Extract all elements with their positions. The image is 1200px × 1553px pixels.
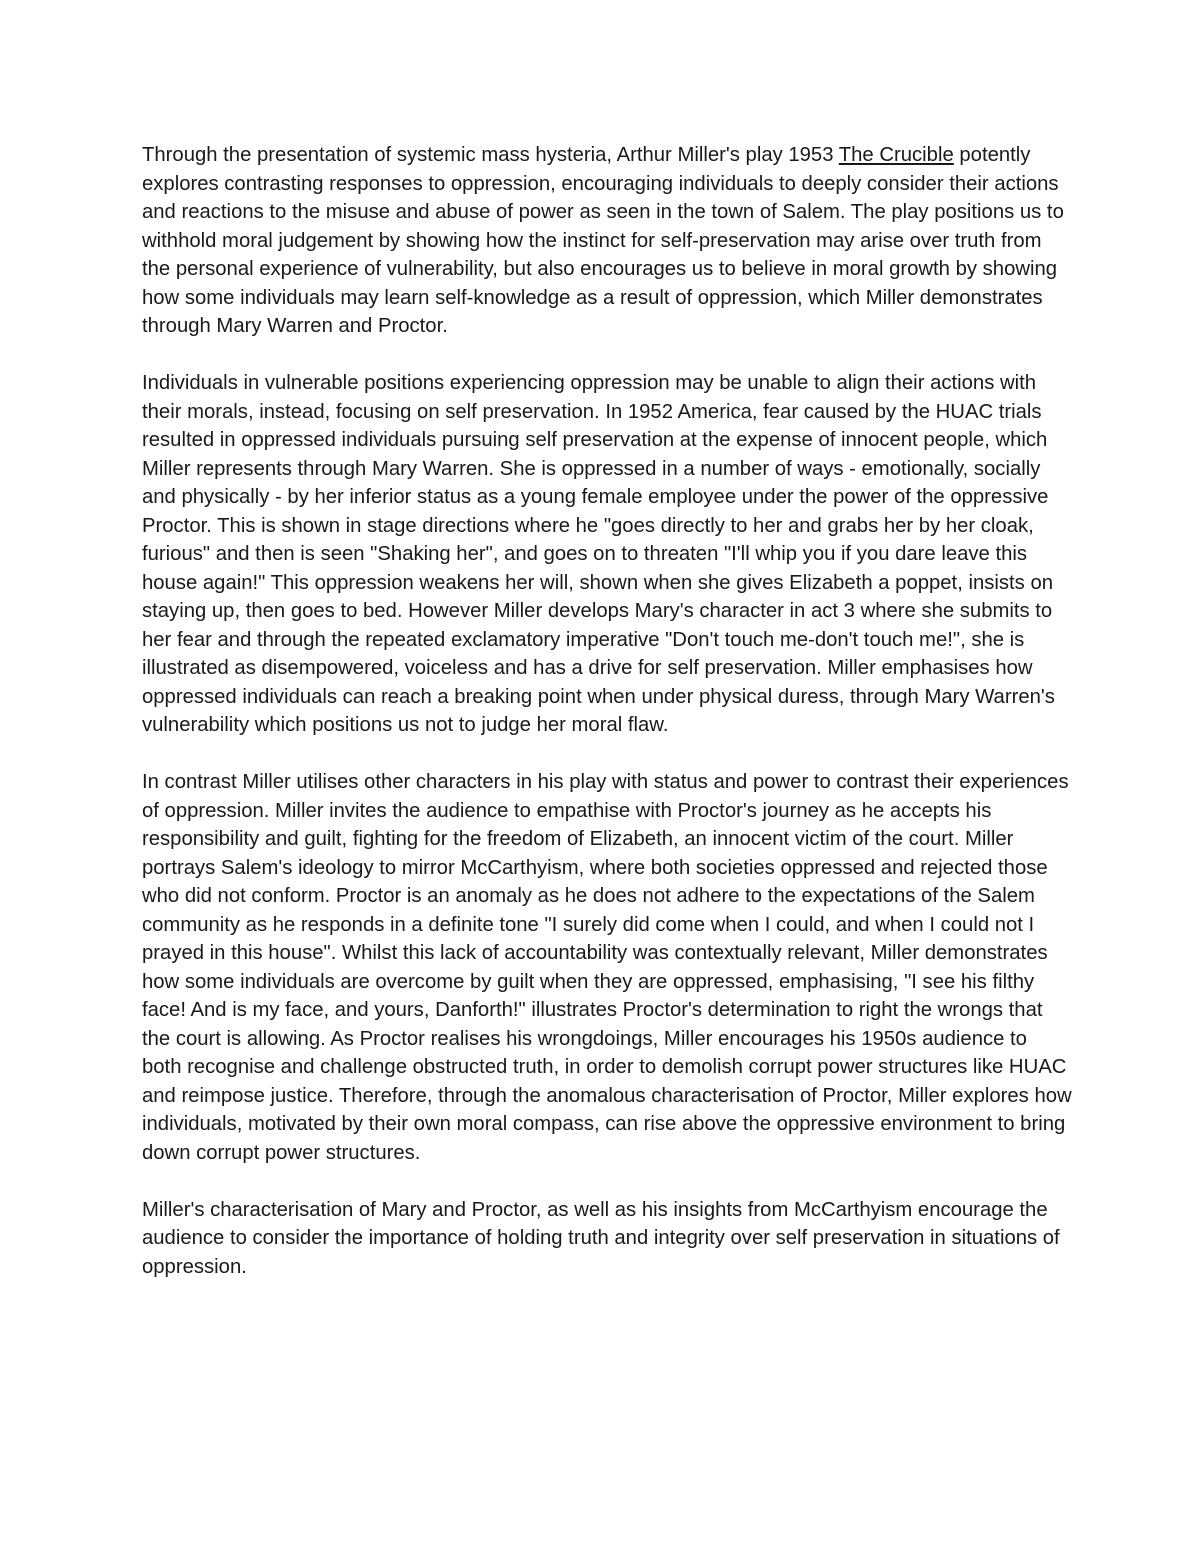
document-page <box>142 141 1072 1310</box>
intro-text-after: potently explores contrasting responses to oppression, encouraging individuals to deeply consider their actions and reactions to the misuse and abuse of power as seen in the town of Salem. The play positions us to withhold moral judgement by showing how the instinct for self-preservation may arise over truth from the personal experience of vulnerability, but also encourages us to believe in moral growth by showing how some individuals may learn self-knowledge as a result of oppression, which Miller demonstrates through Mary Warren and Proctor. <box>142 144 1064 337</box>
paragraph-introduction <box>142 141 1072 341</box>
intro-text-before: Through the presentation of systemic mass hysteria, Arthur Miller's play 1953 <box>142 144 839 166</box>
paragraph-body-mary-warren: Individuals in vulnerable positions experiencing oppression may be unable to align their actions with their morals, instead, focusing on self preservation. In 1952 America, fear caused by the HUAC trials resulted in oppressed individuals pursuing self preservation at the expense of innocent people, which Miller represents through Mary Warren. She is oppressed in a number of ways - emotionally, socially and physically - by her inferior status as a young female employee under the power of the oppressive Proctor. This is shown in stage directions where he "goes directly to her and grabs her by her cloak, furious" and then is seen "Shaking her", and goes on to threaten "I'll whip you if you dare leave this house again!" This oppression weakens her will, shown when she gives Elizabeth a poppet, insists on staying up, then goes to bed. However Miller develops Mary's character in act 3 where she submits to her fear and through the repeated exclamatory imperative "Don't touch me-don't touch me!", she is illustrated as disempowered, voiceless and has a drive for self preservation. Miller emphasises how oppressed individuals can reach a breaking point when under physical duress, through Mary Warren's vulnerability which positions us not to judge her moral flaw. <box>142 372 1055 736</box>
paragraph-conclusion: Miller's characterisation of Mary and Proctor, as well as his insights from McCarthyism encourage the audience to consider the importance of holding truth and integrity over self preservation in situations of oppression. <box>142 1198 1060 1278</box>
play-title: The Crucible <box>838 144 954 166</box>
paragraph-body-proctor: In contrast Miller utilises other characters in his play with status and power to contrast their experiences of oppression. Miller invites the audience to empathise with Proctor's journey as he accepts his responsibility and guilt, fighting for the freedom of Elizabeth, an innocent victim of the court. Miller portrays Salem's ideology to mirror McCarthyism, where both societies oppressed and rejected those who did not conform. Proctor is an anomaly as he does not adhere to the expectations of the Salem community as he responds in a definite tone "I surely did come when I could, and when I could not I prayed in this house". Whilst this lack of accountability was contextually relevant, Miller demonstrates how some individuals are overcome by guilt when they are oppressed, emphasising, "I see his filthy face! And is my face, and yours, Danforth!" illustrates Proctor's determination to right the wrongs that the court is allowing. As Proctor realises his wrongdoings, Miller encourages his 1950s audience to both recognise and challenge obstructed truth, in order to demolish corrupt power structures like HUAC and reimpose justice. Therefore, through the anomalous characterisation of Proctor, Miller explores how individuals, motivated by their own moral compass, can rise above the oppressive environment to bring down corrupt power structures. <box>142 771 1072 1164</box>
